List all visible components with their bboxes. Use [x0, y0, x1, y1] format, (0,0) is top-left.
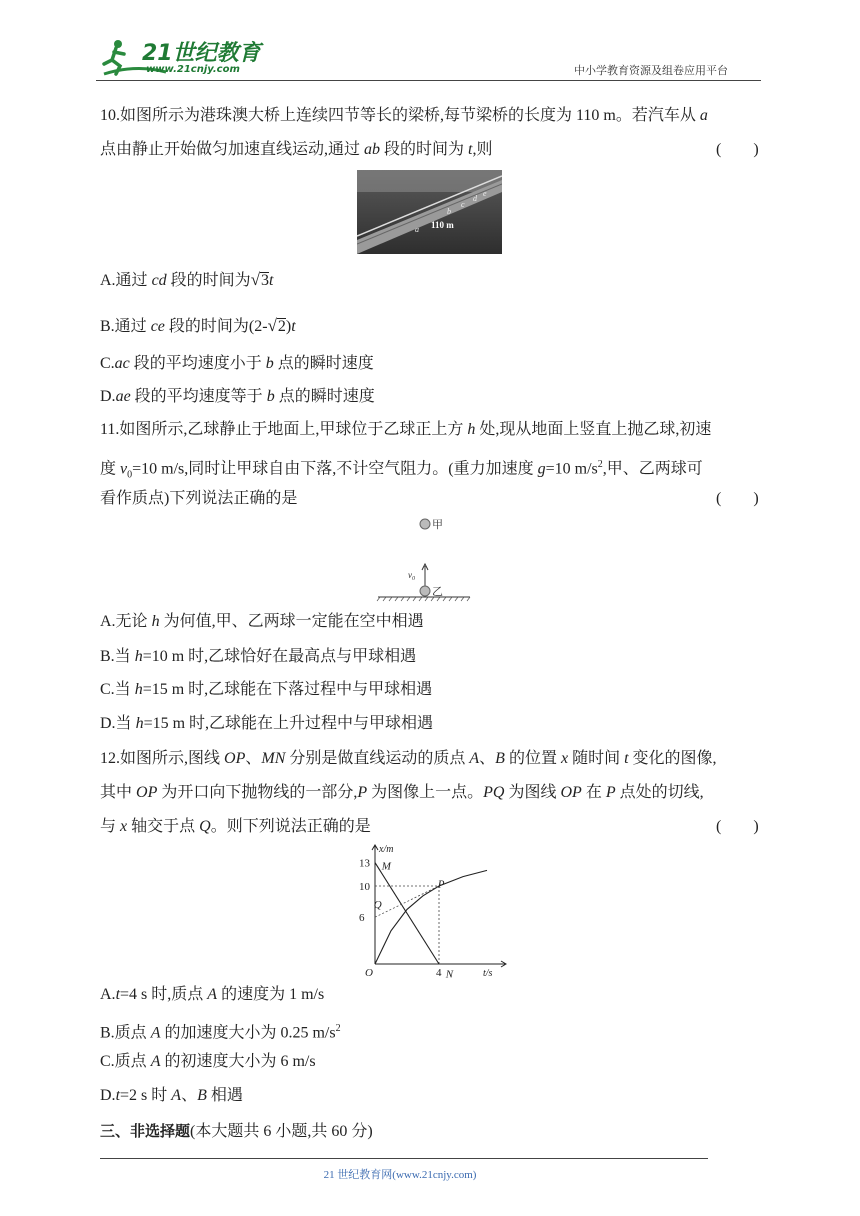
x-axis-label: t/s	[483, 968, 493, 979]
q10-option-b: B.通过 ce 段的时间为(2-√2)t	[100, 316, 296, 335]
q12-line3: 与 x 轴交于点 Q。则下列说法正确的是	[100, 818, 371, 835]
xt-graph	[355, 840, 515, 980]
photo-distance: 110 m	[431, 220, 454, 230]
point-label-Q: Q	[373, 898, 382, 911]
logo-url: www.21cnjy.com	[146, 64, 240, 75]
label-jia: 甲	[432, 518, 443, 531]
q11-option-d: D.当 h=15 m 时,乙球能在上升过程中与甲球相遇	[100, 715, 434, 732]
footer-text: 21 世纪教育网(www.21cnjy.com)	[323, 1169, 477, 1181]
photo-label-c: c	[461, 200, 465, 209]
y-axis-label: x/m	[379, 844, 394, 855]
photo-label-e: e	[483, 189, 487, 198]
q10-line1: 10.如图所示为港珠澳大桥上连续四节等长的梁桥,每节梁桥的长度为 110 m。若汽车从 a	[100, 107, 708, 124]
label-yi: 乙	[432, 585, 443, 598]
point-label-P: P	[437, 878, 445, 891]
q11-option-c: C.当 h=15 m 时,乙球能在下落过程中与甲球相遇	[100, 681, 433, 698]
section-heading: 三、非选择题(本大题共 6 小题,共 60 分)	[100, 1122, 373, 1140]
q11-option-a: A.无论 h 为何值,甲、乙两球一定能在空中相遇	[100, 613, 424, 630]
q11-line2: 度 $v_0=10$ m/s,同时让甲球自由下落,不计空气阻力。(重力加速度 g=10 $m/s^2$,甲、乙两球可	[100, 459, 703, 481]
photo-label-b: b	[447, 207, 451, 216]
footer-divider	[100, 1158, 708, 1159]
point-label-M: M	[381, 860, 391, 873]
x-tick-label: 4	[436, 967, 442, 979]
xt-chart	[355, 840, 515, 980]
logo-text: 21世纪教育	[142, 41, 261, 66]
header-logo	[96, 34, 266, 82]
q10-option-d: D.ae 段的平均速度等于 b 点的瞬时速度	[100, 388, 375, 405]
series-MN	[375, 860, 439, 964]
q11-option-b: B.当 h=10 m 时,乙球恰好在最高点与甲球相遇	[100, 648, 417, 665]
y-tick-label: 10	[359, 881, 370, 893]
bridge-photo	[357, 170, 502, 254]
q12-option-b: B.质点 A 的加速度大小为 0.25 $m/s^2$	[100, 1023, 341, 1042]
q11-line3: 看作质点)下列说法正确的是	[100, 490, 298, 507]
q11-answer-blank: ( )	[716, 490, 759, 507]
origin-label: O	[365, 967, 373, 979]
q10-option-a: A.通过 cd 段的时间为√3t	[100, 270, 274, 289]
point-label-N: N	[445, 968, 454, 980]
q12-line2: 其中 OP 为开口向下抛物线的一部分,P 为图像上一点。PQ 为图线 OP 在 P 点处的切线,	[100, 784, 704, 801]
ball-jia-icon	[420, 519, 430, 529]
photo-label-a: a	[415, 225, 419, 234]
bridge-image	[357, 170, 502, 254]
q10-line2: 点由静止开始做匀加速直线运动,通过 ab 段的时间为 t,则	[100, 141, 493, 158]
q12-option-d: D.t=2 s 时 A、B 相遇	[100, 1087, 243, 1104]
label-v0: $v_0$	[408, 570, 415, 582]
header-divider	[96, 80, 761, 81]
q12-option-a: A.t=4 s 时,质点 A 的速度为 1 m/s	[100, 986, 325, 1003]
series-OP	[375, 870, 487, 964]
ball-yi-icon	[420, 586, 430, 596]
ball-figure	[374, 514, 474, 604]
q10-answer-blank: ( )	[716, 141, 759, 158]
q10-option-c: C.ac 段的平均速度小于 b 点的瞬时速度	[100, 355, 374, 372]
photo-label-d: d	[473, 194, 477, 203]
q12-option-c: C.质点 A 的初速度大小为 6 m/s	[100, 1053, 316, 1070]
q12-answer-blank: ( )	[716, 818, 759, 835]
platform-name: 中小学教育资源及组卷应用平台	[574, 64, 728, 77]
ball-diagram	[374, 514, 474, 604]
y-tick-label: 6	[359, 912, 365, 925]
q11-line1: 11.如图所示,乙球静止于地面上,甲球位于乙球正上方 h 处,现从地面上竖直上抛乙球,初速	[100, 421, 712, 438]
q12-line1: 12.如图所示,图线 OP、MN 分别是做直线运动的质点 A、B 的位置 x 随时间 t 变化的图像,	[100, 750, 717, 767]
y-tick-label: 13	[359, 857, 370, 870]
